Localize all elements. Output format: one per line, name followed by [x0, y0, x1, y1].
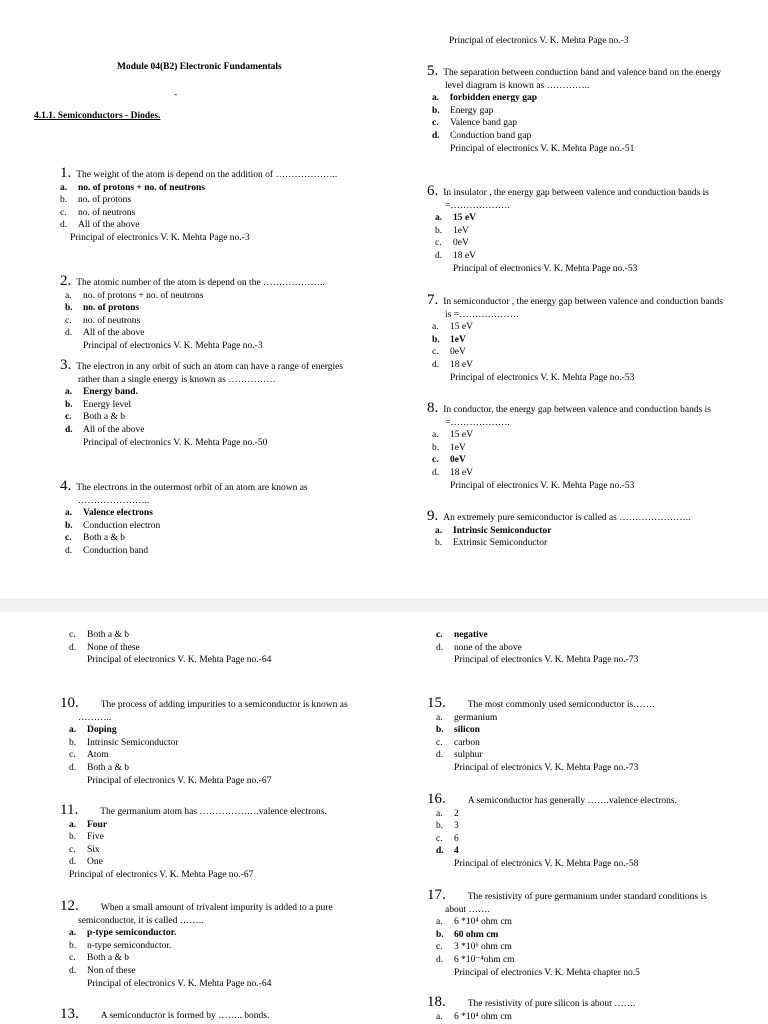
- answer-option: a. 6 *10⁴ ohm cm: [436, 917, 512, 928]
- answer-option: c. Six: [69, 844, 100, 855]
- question-number: 18.: [427, 994, 446, 1010]
- question-text: A semiconductor has generally …….valence electrons.: [467, 796, 677, 806]
- question-number: 11.: [60, 802, 79, 818]
- question-block-7: [427, 292, 723, 384]
- answer-option: a. forbidden energy gap: [432, 93, 538, 104]
- answer-option: d. sulphur: [436, 750, 483, 761]
- question-block-6: [427, 183, 709, 275]
- answer-option: b. no. of protons: [60, 195, 132, 206]
- answer-option: b. Conduction electron: [65, 520, 161, 531]
- question-number: 9.: [427, 508, 439, 524]
- question-text-continued: about …….: [445, 904, 490, 915]
- answer-option: c. Valence band gap: [432, 118, 517, 129]
- question-text: The atomic number of the atom is depend on the ………………..: [76, 278, 325, 288]
- answer-option: c. carbon: [436, 737, 480, 748]
- question-text: In insulator , the energy gap between valence and conduction bands is: [443, 188, 709, 198]
- reference-text: Principal of electronics V. K. Mehta Page no.-50: [83, 437, 268, 448]
- question-text: The resistivity of pure germanium under standard conditions is: [467, 892, 707, 902]
- answer-option: c. Both a & b: [69, 630, 129, 640]
- reference-text: Principal of electronics V. K. Mehta Page no.-53: [450, 372, 635, 383]
- answer-option: b. Energy gap: [432, 105, 494, 116]
- answer-option: d. 18 eV: [432, 467, 473, 478]
- question-text: In semiconductor , the energy gap between valence and conduction bands: [443, 297, 723, 307]
- question-number: 5.: [427, 63, 439, 79]
- question-number: 1.: [60, 165, 72, 181]
- question-text: When a small amount of trivalent impurity is added to a pure: [100, 903, 333, 913]
- answer-option: a. 6 *10⁴ ohm cm: [436, 1011, 512, 1022]
- answer-option: c. 0eV: [435, 238, 469, 249]
- question-number: 17.: [427, 887, 446, 903]
- question-text: The resistivity of pure silicon is about …….: [467, 999, 636, 1009]
- question-text-continued: =……………….: [445, 417, 510, 428]
- answer-option: b. 1eV: [432, 334, 466, 345]
- answer-option: d. None of these: [69, 642, 140, 653]
- question-block-5: [427, 63, 721, 155]
- answer-option: a. Energy band.: [65, 387, 138, 398]
- answer-option: d. All of the above: [65, 328, 145, 339]
- answer-option: a. no. of protons + no. of neutrons: [60, 182, 206, 193]
- answer-option: b. Five: [69, 832, 104, 843]
- question-block-9: [427, 508, 690, 550]
- question-text-continued: level diagram is known as …………..: [445, 80, 590, 91]
- question-block-10: [60, 695, 348, 787]
- reference-text: Principal of electronics V. K. Mehta chapter no.5: [454, 967, 640, 978]
- question-text-continued: rather than a single energy is known as ……………: [78, 374, 276, 385]
- answer-option: b. Intrinsic Semiconductor: [69, 737, 179, 748]
- answer-option: d. Conduction band gap: [432, 130, 532, 141]
- continued-options-right: [436, 629, 638, 667]
- answer-option: a. Intrinsic Semiconductor: [435, 525, 552, 536]
- question-block-15: [427, 695, 655, 775]
- answer-option: a. p-type semiconductor.: [69, 928, 177, 939]
- question-block-18: [427, 994, 636, 1023]
- answer-option: d. 18 eV: [435, 250, 476, 261]
- answer-option: d. Non of these: [69, 965, 136, 976]
- question-block-11: [60, 802, 327, 882]
- answer-option: c. negative: [436, 630, 488, 640]
- answer-option: c. 3 *10⁶ ohm cm: [436, 942, 512, 953]
- answer-option: b. 60 ohm cm: [436, 929, 499, 940]
- question-number: 8.: [427, 400, 439, 416]
- question-number: 10.: [60, 695, 79, 711]
- question-number: 13.: [60, 1006, 79, 1022]
- answer-option: b. 1eV: [435, 225, 469, 236]
- answer-option: a. germanium: [436, 712, 498, 723]
- question-block-17: [427, 887, 707, 979]
- answer-option: a. 15 eV: [435, 213, 476, 224]
- answer-option: b. no. of protons: [65, 303, 140, 314]
- answer-option: d. 18 eV: [432, 359, 473, 370]
- answer-option: a. 15 eV: [432, 430, 473, 441]
- answer-option: d. Conduction band: [65, 545, 149, 556]
- question-text-continued: ………..: [78, 712, 112, 723]
- reference-text: Principal of electronics V. K. Mehta Page no.-3: [449, 36, 629, 46]
- answer-option: a. Valence electrons: [65, 508, 153, 519]
- question-number: 2.: [60, 273, 72, 289]
- answer-option: d. 6 *10⁻⁴ohm cm: [436, 954, 515, 965]
- question-text: The weight of the atom is depend on the addition of ………………..: [76, 170, 338, 180]
- question-number: 6.: [427, 183, 439, 199]
- question-number: 16.: [427, 791, 446, 807]
- continued-options-left: [69, 629, 271, 667]
- answer-option: c. Both a & b: [69, 953, 129, 964]
- reference-text: Principal of electronics V. K. Mehta Page no.-51: [450, 143, 635, 154]
- question-number: 7.: [427, 292, 439, 308]
- answer-option: c. no. of neutrons: [65, 315, 141, 326]
- reference-text: Principal of electronics V. K. Mehta Page no.-3: [70, 232, 250, 243]
- question-number: 15.: [427, 695, 446, 711]
- reference-text: Principal of electronics V. K. Mehta Page no.-53: [453, 263, 638, 274]
- question-text: The most commonly used semiconductor is…….: [467, 700, 655, 710]
- answer-option: c. Both a & b: [65, 533, 125, 544]
- reference-text: Principal of electronics V. K. Mehta Page no.-64: [87, 655, 272, 666]
- answer-option: b. n-type semiconductor.: [69, 940, 172, 951]
- page-break: [0, 598, 768, 612]
- reference-text: Principal of electronics V. K. Mehta Page no.-67: [69, 869, 254, 880]
- reference-text: Principal of electronics V. K. Mehta Page no.-67: [87, 775, 272, 786]
- question-text: A semiconductor is formed by …….. bonds.: [100, 1011, 270, 1021]
- question-text: In conductor, the energy gap between valence and conduction bands is: [443, 405, 711, 415]
- reference-text: Principal of electronics V. K. Mehta Page no.-73: [454, 655, 639, 666]
- answer-option: c. 6: [436, 833, 459, 844]
- question-text: The electrons in the outermost orbit of an atom are known as: [76, 483, 308, 493]
- title-dash: -: [174, 90, 178, 100]
- answer-option: a. Four: [69, 819, 108, 830]
- answer-option: d. none of the above: [436, 642, 522, 653]
- question-text: The electron in any orbit of such an atom can have a range of energies: [76, 362, 344, 372]
- answer-option: c. Atom: [69, 750, 109, 761]
- question-block-13: [60, 1006, 269, 1023]
- question-block-16: [427, 791, 677, 871]
- answer-option: c. no. of neutrons: [60, 207, 136, 218]
- reference-text: Principal of electronics V. K. Mehta Page no.-53: [450, 480, 635, 491]
- section-heading: 4.1.1. Semiconductors - Diodes.: [34, 111, 161, 121]
- question-number: 4.: [60, 478, 72, 494]
- question-text-continued: …………………..: [78, 495, 150, 506]
- question-number: 3.: [60, 357, 72, 373]
- answer-option: c. Both a & b: [65, 412, 125, 423]
- answer-option: d. One: [69, 857, 103, 868]
- document-title: Module 04(B2) Electronic Fundamentals: [117, 62, 282, 72]
- question-block-4: [60, 478, 308, 558]
- answer-option: a. no. of protons + no. of neutrons: [65, 290, 204, 301]
- reference-text: Principal of electronics V. K. Mehta Page no.-64: [87, 978, 272, 989]
- question-text: The separation between conduction band and valence band on the energy: [443, 68, 722, 78]
- answer-option: c. 0eV: [432, 347, 466, 358]
- question-text-continued: is =……………….: [445, 309, 519, 320]
- question-text: The germanium atom has ……………….valence electrons.: [100, 807, 327, 817]
- question-text-continued: semiconductor, it is called ……..: [78, 915, 204, 926]
- answer-option: b. 1eV: [432, 442, 466, 453]
- question-number: 12.: [60, 898, 79, 914]
- answer-option: b. Extrinsic Semiconductor: [435, 538, 548, 549]
- answer-option: a. 2: [436, 808, 459, 819]
- answer-option: a. Doping: [69, 725, 117, 736]
- answer-option: d. All of the above: [60, 220, 140, 231]
- reference-text: Principal of electronics V. K. Mehta Page no.-3: [83, 340, 263, 351]
- reference-text: Principal of electronics V. K. Mehta Page no.-73: [454, 762, 639, 773]
- question-text: The process of adding impurities to a semiconductor is known as: [100, 700, 348, 710]
- question-text-continued: =……………….: [445, 200, 510, 211]
- answer-option: d. All of the above: [65, 424, 145, 435]
- answer-option: a. 15 eV: [432, 322, 473, 333]
- answer-option: d. Both a & b: [69, 762, 129, 773]
- answer-option: d. 4: [436, 846, 459, 857]
- answer-option: b. 3: [436, 821, 459, 832]
- question-block-2: [60, 273, 325, 353]
- question-block-8: [427, 400, 711, 492]
- question-block-12: [60, 898, 333, 990]
- reference-text: Principal of electronics V. K. Mehta Page no.-58: [454, 858, 639, 869]
- question-block-3: [60, 357, 343, 449]
- answer-option: b. silicon: [436, 725, 480, 736]
- question-text: An extremely pure semiconductor is called as …………………..: [443, 513, 691, 523]
- answer-option: b. Energy level: [65, 399, 132, 410]
- answer-option: c. 0eV: [432, 455, 466, 466]
- question-block-1: [60, 165, 337, 245]
